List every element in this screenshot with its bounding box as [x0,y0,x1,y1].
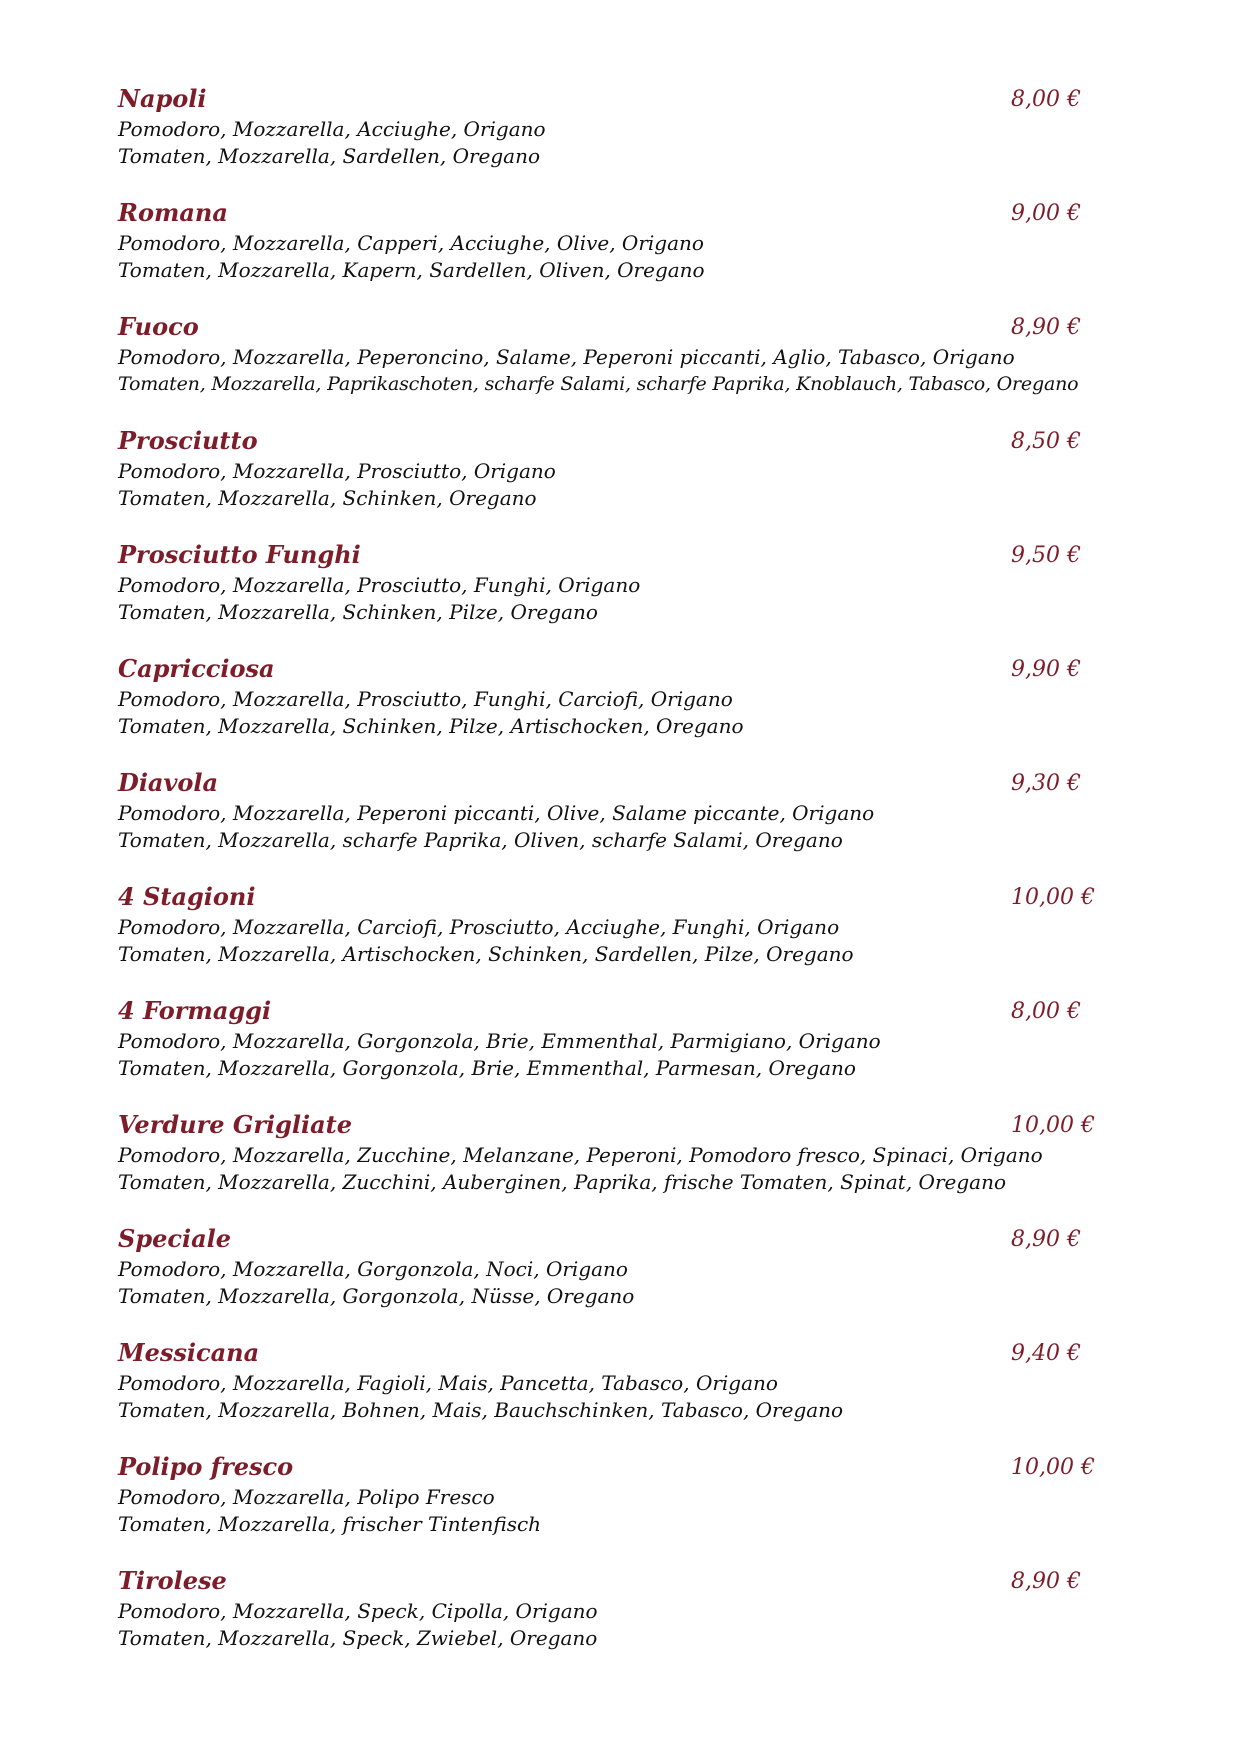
item-description-german: Tomaten, Mozzarella, Sardellen, Oregano [118,144,541,168]
menu-item-4-stagioni [118,882,1128,996]
item-name: Prosciutto [118,426,258,455]
item-name: Polipo fresco [118,1452,294,1481]
item-name: Prosciutto Funghi [118,540,361,569]
item-description-german: Tomaten, Mozzarella, Bohnen, Mais, Bauchschinken, Tabasco, Oregano [118,1398,844,1422]
item-price: 9,40 € [1011,1341,1081,1366]
item-description-german: Tomaten, Mozzarella, Schinken, Pilze, Artischocken, Oregano [118,714,744,738]
item-description-german: Tomaten, Mozzarella, Zucchini, Auberginen, Paprika, frische Tomaten, Spinat, Oregano [118,1170,1006,1194]
item-description-italian: Pomodoro, Mozzarella, Prosciutto, Origano [118,459,556,483]
item-description-german: Tomaten, Mozzarella, Artischocken, Schinken, Sardellen, Pilze, Oregano [118,942,854,966]
item-description-german: Tomaten, Mozzarella, Kapern, Sardellen, Oliven, Oregano [118,258,705,282]
item-price: 9,50 € [1011,543,1081,568]
item-name: 4 Formaggi [118,996,272,1025]
menu-item-tirolese [118,1566,1128,1680]
item-price: 8,00 € [1011,999,1081,1024]
item-description-german: Tomaten, Mozzarella, Gorgonzola, Nüsse, Oregano [118,1284,635,1308]
item-name: Verdure Grigliate [118,1110,353,1139]
item-description-italian: Pomodoro, Mozzarella, Speck, Cipolla, Origano [118,1599,598,1623]
item-price: 8,90 € [1011,1569,1081,1594]
item-price: 8,50 € [1011,429,1081,454]
item-price: 8,90 € [1011,315,1081,340]
item-description-german: Tomaten, Mozzarella, scharfe Paprika, Oliven, scharfe Salami, Oregano [118,828,843,852]
item-name: Napoli [118,84,207,113]
item-description-german: Tomaten, Mozzarella, frischer Tintenfisch [118,1512,542,1536]
item-price: 9,30 € [1011,771,1081,796]
item-price: 9,00 € [1011,201,1081,226]
item-name: 4 Stagioni [118,882,256,911]
item-description-german: Tomaten, Mozzarella, Schinken, Oregano [118,486,537,510]
item-description-german: Tomaten, Mozzarella, Speck, Zwiebel, Oregano [118,1626,598,1650]
menu-item-messicana [118,1338,1128,1452]
item-description-italian: Pomodoro, Mozzarella, Fagioli, Mais, Pancetta, Tabasco, Origano [118,1371,778,1395]
item-description-italian: Pomodoro, Mozzarella, Polipo Fresco [118,1485,495,1509]
menu-item-romana [118,198,1128,312]
menu-item-fuoco [118,312,1128,426]
item-description-german: Tomaten, Mozzarella, Paprikaschoten, scharfe Salami, scharfe Paprika, Knoblauch, Tabasco, Oregano [118,373,1079,395]
item-name: Romana [118,198,228,227]
item-description-italian: Pomodoro, Mozzarella, Zucchine, Melanzane, Peperoni, Pomodoro fresco, Spinaci, Origano [118,1143,1043,1167]
menu-item-prosciutto-funghi [118,540,1128,654]
item-description-italian: Pomodoro, Mozzarella, Acciughe, Origano [118,117,546,141]
item-price: 8,90 € [1011,1227,1081,1252]
item-price: 9,90 € [1011,657,1081,682]
item-description-italian: Pomodoro, Mozzarella, Peperoncino, Salame, Peperoni piccanti, Aglio, Tabasco, Origano [118,345,1015,369]
item-description-italian: Pomodoro, Mozzarella, Carciofi, Prosciutto, Acciughe, Funghi, Origano [118,915,840,939]
item-description-german: Tomaten, Mozzarella, Schinken, Pilze, Oregano [118,600,598,624]
item-description-italian: Pomodoro, Mozzarella, Gorgonzola, Brie, Emmenthal, Parmigiano, Origano [118,1029,881,1053]
item-price: 10,00 € [1011,1455,1095,1480]
item-name: Tirolese [118,1566,227,1595]
item-name: Capricciosa [118,654,275,683]
item-description-italian: Pomodoro, Mozzarella, Prosciutto, Funghi, Origano [118,573,641,597]
item-name: Messicana [118,1338,260,1367]
item-price: 10,00 € [1011,885,1095,910]
item-description-italian: Pomodoro, Mozzarella, Prosciutto, Funghi, Carciofi, Origano [118,687,733,711]
menu-item-capricciosa [118,654,1128,768]
item-description-italian: Pomodoro, Mozzarella, Capperi, Acciughe, Olive, Origano [118,231,704,255]
item-description-german: Tomaten, Mozzarella, Gorgonzola, Brie, Emmenthal, Parmesan, Oregano [118,1056,856,1080]
item-name: Speciale [118,1224,232,1253]
menu-item-diavola [118,768,1128,882]
item-description-italian: Pomodoro, Mozzarella, Peperoni piccanti, Olive, Salame piccante, Origano [118,801,875,825]
item-price: 8,00 € [1011,87,1081,112]
menu-item-verdure-grigliate [118,1110,1128,1224]
menu-item-4-formaggi [118,996,1128,1110]
menu-item-napoli [118,84,1128,198]
item-name: Diavola [118,768,219,797]
menu-item-speciale [118,1224,1128,1338]
pizza-menu [118,84,1128,1680]
item-name: Fuoco [118,312,199,341]
menu-item-polipo-fresco [118,1452,1128,1566]
item-price: 10,00 € [1011,1113,1095,1138]
menu-item-prosciutto [118,426,1128,540]
item-description-italian: Pomodoro, Mozzarella, Gorgonzola, Noci, Origano [118,1257,628,1281]
